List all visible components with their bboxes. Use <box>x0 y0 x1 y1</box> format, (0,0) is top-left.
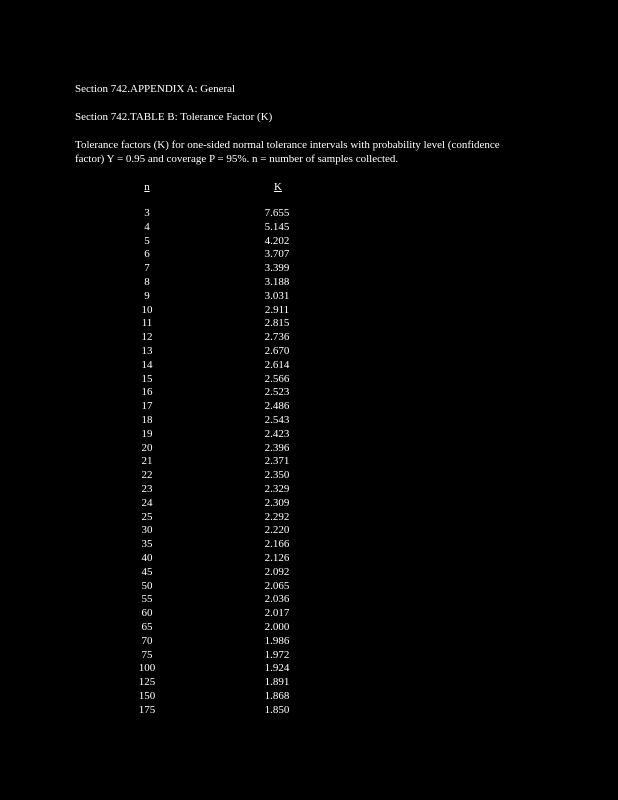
cell-k: 2.309 <box>264 496 290 509</box>
cell-n: 55 <box>141 593 153 606</box>
cell-n: 8 <box>144 275 150 288</box>
table-row <box>0 442 618 456</box>
cell-k: 2.911 <box>264 303 290 316</box>
cell-n: 7 <box>144 262 150 275</box>
cell-n: 6 <box>144 248 150 261</box>
table-row <box>0 359 618 373</box>
cell-k: 3.188 <box>264 275 290 288</box>
cell-k: 2.292 <box>264 510 290 523</box>
cell-n: 5 <box>144 234 150 247</box>
cell-n: 16 <box>141 386 153 399</box>
cell-n: 175 <box>138 703 156 716</box>
description-line-1: Tolerance factors (K) for one-sided normal tolerance intervals with probability level (confidence <box>75 139 500 151</box>
cell-k: 2.670 <box>264 344 290 357</box>
cell-k: 7.655 <box>264 207 290 219</box>
cell-k: 1.891 <box>264 676 290 689</box>
tolerance-table-body <box>0 207 618 717</box>
cell-k: 2.329 <box>264 482 290 495</box>
table-row <box>0 469 618 483</box>
table-row <box>0 262 618 276</box>
table-row <box>0 649 618 663</box>
cell-k: 2.523 <box>264 386 290 399</box>
cell-k: 2.736 <box>264 331 290 344</box>
cell-k: 1.850 <box>264 703 290 716</box>
table-row <box>0 511 618 525</box>
cell-n: 20 <box>141 441 153 454</box>
cell-k: 2.166 <box>264 538 290 551</box>
table-row <box>0 621 618 635</box>
cell-k: 2.614 <box>264 358 290 371</box>
table-row <box>0 552 618 566</box>
cell-n: 35 <box>141 538 153 551</box>
cell-n: 12 <box>141 331 153 344</box>
cell-k: 1.924 <box>264 662 290 675</box>
table-row <box>0 276 618 290</box>
table-row <box>0 304 618 318</box>
cell-k: 2.396 <box>264 441 290 454</box>
cell-k: 2.371 <box>264 455 290 468</box>
table-row <box>0 704 618 718</box>
table-row <box>0 524 618 538</box>
cell-k: 2.350 <box>264 469 290 482</box>
cell-k: 1.972 <box>264 648 290 661</box>
column-header-n: n <box>144 181 150 193</box>
cell-k: 4.202 <box>264 234 290 247</box>
cell-k: 3.031 <box>264 289 290 302</box>
description-line-2: factor) Y = 0.95 and coverage P = 95%. n = number of samples collected. <box>75 153 399 165</box>
cell-n: 14 <box>141 358 153 371</box>
cell-n: 10 <box>141 303 153 316</box>
table-row <box>0 662 618 676</box>
cell-n: 17 <box>141 400 153 413</box>
cell-n: 24 <box>141 496 153 509</box>
cell-k: 2.126 <box>264 551 290 564</box>
table-row <box>0 207 618 221</box>
cell-n: 9 <box>144 289 150 302</box>
table-row <box>0 566 618 580</box>
cell-n: 15 <box>141 372 153 385</box>
table-row <box>0 455 618 469</box>
cell-n: 19 <box>141 427 153 440</box>
cell-n: 65 <box>141 620 153 633</box>
table-row <box>0 580 618 594</box>
cell-n: 23 <box>141 482 153 495</box>
table-row <box>0 497 618 511</box>
cell-n: 45 <box>141 565 153 578</box>
table-row <box>0 593 618 607</box>
cell-n: 75 <box>141 648 153 661</box>
cell-k: 2.065 <box>264 579 290 592</box>
table-row <box>0 345 618 359</box>
column-header-k: K <box>274 181 282 193</box>
cell-k: 5.145 <box>264 220 290 233</box>
cell-k: 2.000 <box>264 620 290 633</box>
table-row <box>0 483 618 497</box>
table-row <box>0 221 618 235</box>
cell-k: 1.868 <box>264 689 290 702</box>
cell-n: 70 <box>141 634 153 647</box>
table-row <box>0 400 618 414</box>
cell-n: 4 <box>144 220 150 233</box>
cell-k: 2.566 <box>264 372 290 385</box>
cell-k: 2.423 <box>264 427 290 440</box>
table-row <box>0 635 618 649</box>
cell-n: 125 <box>138 676 156 689</box>
section-heading: Section 742.APPENDIX A: General <box>75 83 236 95</box>
cell-n: 100 <box>138 662 156 675</box>
table-row <box>0 373 618 387</box>
cell-k: 2.815 <box>264 317 290 330</box>
cell-n: 21 <box>141 455 153 468</box>
cell-n: 50 <box>141 579 153 592</box>
cell-k: 1.986 <box>264 634 290 647</box>
cell-n: 25 <box>141 510 153 523</box>
table-row <box>0 317 618 331</box>
table-row <box>0 607 618 621</box>
cell-n: 3 <box>144 207 150 219</box>
table-heading: Section 742.TABLE B: Tolerance Factor (K) <box>75 111 273 123</box>
table-row <box>0 676 618 690</box>
cell-n: 30 <box>141 524 153 537</box>
table-row <box>0 331 618 345</box>
cell-n: 60 <box>141 607 153 620</box>
cell-n: 22 <box>141 469 153 482</box>
table-row <box>0 690 618 704</box>
cell-k: 2.543 <box>264 413 290 426</box>
table-row <box>0 235 618 249</box>
cell-k: 2.220 <box>264 524 290 537</box>
cell-k: 2.036 <box>264 593 290 606</box>
cell-n: 150 <box>138 689 156 702</box>
cell-k: 3.399 <box>264 262 290 275</box>
cell-k: 3.707 <box>264 248 290 261</box>
cell-k: 2.486 <box>264 400 290 413</box>
cell-k: 2.017 <box>264 607 290 620</box>
table-row <box>0 428 618 442</box>
cell-n: 18 <box>141 413 153 426</box>
table-row <box>0 290 618 304</box>
table-row <box>0 414 618 428</box>
cell-n: 40 <box>141 551 153 564</box>
cell-n: 11 <box>141 317 153 330</box>
cell-k: 2.092 <box>264 565 290 578</box>
table-row <box>0 386 618 400</box>
table-row <box>0 248 618 262</box>
table-row <box>0 538 618 552</box>
cell-n: 13 <box>141 344 153 357</box>
